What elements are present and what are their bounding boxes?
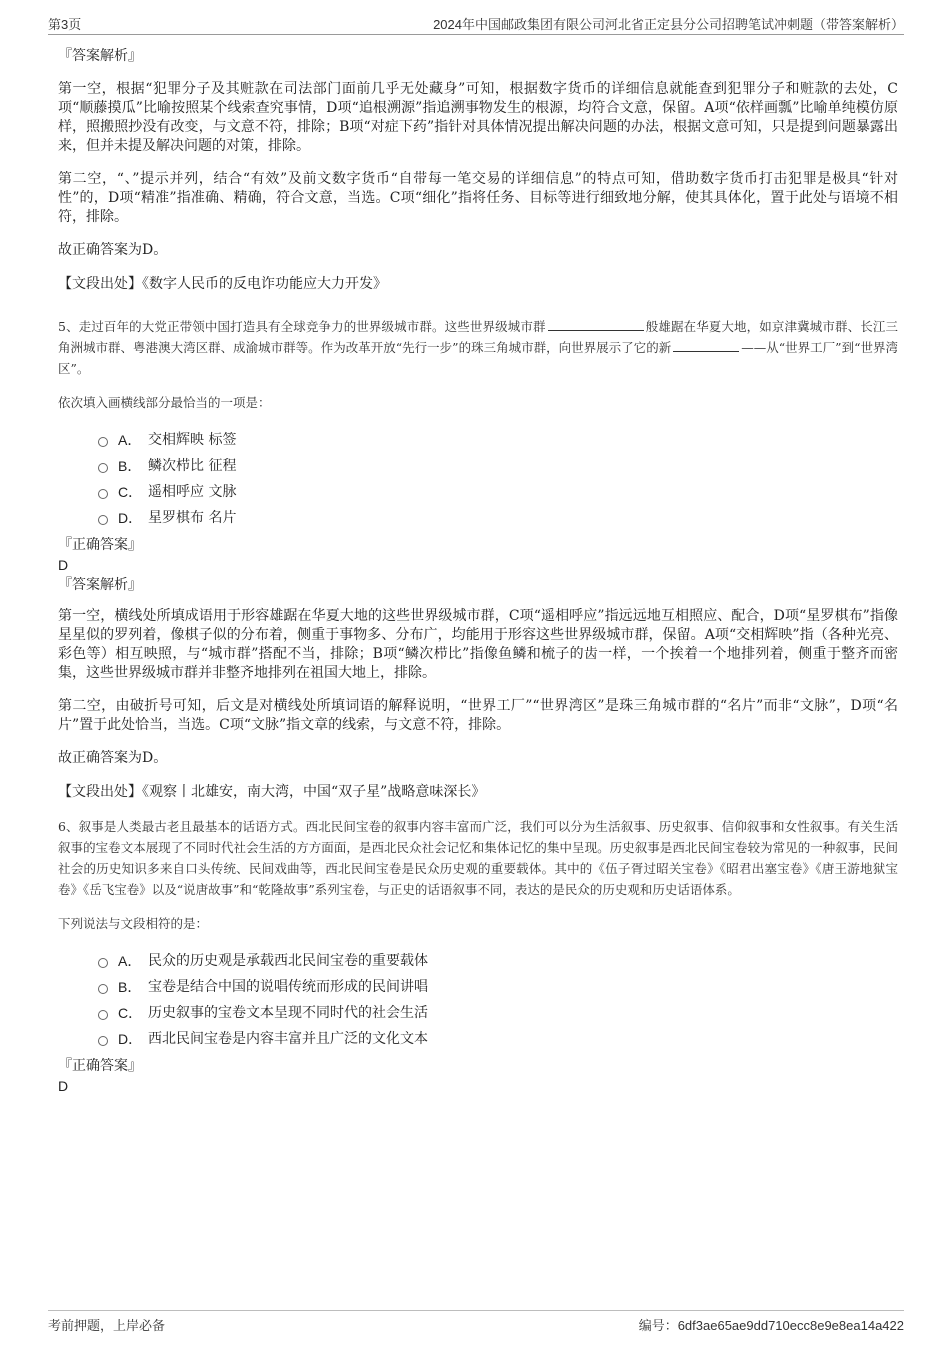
stem-part: 5、走过百年的大党正带领中国打造具有全球竞争力的世界级城市群。这些世界级城市群 — [58, 319, 546, 334]
analysis-paragraph: 第二空，“、”提示并列，结合“有效”及前文数字货币“自带每一笔交易的详细信息”的特点可知，借助数字货币打击犯罪是极具“针对性”的，D项“精准”指准确、精确，符合文意，当选。C项“细化”指将任务、目标等进行细致地分解，使其具体化，置于此处与语境不相符，排除。 — [58, 171, 898, 225]
analysis-paragraph: 第二空，由破折号可知，后文是对横线处所填词语的解释说明，“世界工厂”“世界湾区”是珠三角城市群的“名片”而非“文脉”，D项“名片”置于此处恰当，当选。C项“文脉”指文章的线索，与文意不符，排除。 — [58, 698, 898, 733]
correct-answer-label: 『正确答案』 — [58, 1058, 142, 1074]
analysis-conclusion: 故正确答案为D。 — [58, 242, 168, 258]
option-text: 遥相呼应 文脉 — [148, 484, 237, 500]
option-text: 星罗棋布 名片 — [148, 510, 237, 526]
radio-button-icon[interactable] — [98, 489, 108, 499]
radio-button-icon[interactable] — [98, 463, 108, 473]
correct-answer-label: 『正确答案』 — [58, 537, 142, 553]
option-text: 民众的历史观是承载西北民间宝卷的重要载体 — [148, 953, 428, 969]
analysis-conclusion: 故正确答案为D。 — [58, 750, 168, 766]
question-stem: 6、叙事是人类最古老且最基本的话语方式。西北民间宝卷的叙事内容丰富而广泛，我们可以分为生活叙事、历史叙事、信仰叙事和女性叙事。有关生活叙事的宝卷文本展现了不同时代社会生活的方方面面，是西北民众社会记忆和集体记忆的集中呈现。历史叙事是西北民间宝卷较为常见的一种叙事，民间社会的历史知识多来自口头传统、民间戏曲等，西北民间宝卷是民众历史观的重要载体。其中的《伍子胥过昭关宝卷》《昭君出塞宝卷》《唐王游地狱宝卷》《岳飞宝卷》以及“说唐故事”和“乾隆故事”系列宝卷，与正史的话语叙事不同，表达的是民众的历史观和历史话语体系。 — [58, 819, 898, 897]
option-b[interactable] — [98, 453, 898, 479]
option-list — [98, 948, 898, 1052]
page-content — [58, 46, 898, 1096]
analysis-paragraph: 第一空，横线处所填成语用于形容雄踞在华夏大地的这些世界级城市群，C项“遥相呼应”指远远地互相照应、配合，D项“星罗棋布”指像星星似的罗列着，像棋子似的分布着，侧重于事物多、分布广，均能用于形容这些世界级城市群，保留。A项“交相辉映”指（各种光亮、彩色等）相互映照，与“城市群”搭配不当，排除；B项“鳞次栉比”指像鱼鳞和梳子的齿一样，一个挨着一个地排列着，侧重于整齐而密集，这些世界级城市群并非整齐地排列在祖国大地上，排除。 — [58, 608, 898, 681]
question-5 — [58, 316, 898, 802]
option-letter: A． — [118, 953, 142, 969]
document-code: 编号：6df3ae65ae9dd710ecc8e9e8ea14a422 — [638, 1318, 904, 1333]
page-header — [48, 12, 904, 35]
correct-answer: D — [58, 1078, 69, 1094]
footer-slogan: 考前押题，上岸必备 — [48, 1318, 166, 1333]
option-c[interactable] — [98, 479, 898, 505]
analysis-label: 『答案解析』 — [58, 48, 142, 64]
option-text: 宝卷是结合中国的说唱传统而形成的民间讲唱 — [148, 979, 428, 995]
question-6 — [58, 816, 898, 1096]
option-a[interactable] — [98, 948, 898, 974]
passage-source: 【文段出处】《数字人民币的反电诈功能应大力开发》 — [58, 276, 387, 292]
option-letter: D． — [118, 1031, 143, 1047]
option-letter: D． — [118, 510, 143, 526]
option-list — [98, 427, 898, 531]
question-prompt: 下列说法与文段相符的是： — [58, 916, 209, 931]
radio-button-icon[interactable] — [98, 1036, 108, 1046]
option-letter: C． — [118, 484, 143, 500]
option-d[interactable] — [98, 505, 898, 531]
q4-analysis — [58, 46, 898, 294]
option-c[interactable] — [98, 1000, 898, 1026]
option-text: 历史叙事的宝卷文本呈现不同时代的社会生活 — [148, 1005, 428, 1021]
fill-blank — [548, 318, 644, 331]
option-letter: C． — [118, 1005, 143, 1021]
option-letter: B． — [118, 458, 142, 474]
option-text: 鳞次栉比 征程 — [148, 458, 237, 474]
analysis-label: 『答案解析』 — [58, 577, 142, 593]
option-b[interactable] — [98, 974, 898, 1000]
option-d[interactable] — [98, 1026, 898, 1052]
fill-blank — [673, 339, 739, 352]
question-stem — [58, 316, 898, 379]
stem-part: 般雄踞在华夏大地，如京津冀城市群、长江三角洲城市群、粤港澳大湾区群、成渝城市群等。作为改革开放“先行一步”的珠三角城市群，向世界展示了它的新 — [58, 319, 898, 355]
correct-answer: D — [58, 557, 69, 573]
analysis-paragraph: 第一空，根据“犯罪分子及其赃款在司法部门面前几乎无处藏身”可知，根据数字货币的详细信息就能查到犯罪分子和赃款的去处，C项“顺藤摸瓜”比喻按照某个线索查究事情，D项“追根溯源”指追溯事物发生的根源，均符合文意，保留。A项“依样画瓢”比喻单纯模仿原样，照搬照抄没有改变，与文意不符，排除；B项“对症下药”指针对具体情况提出解决问题的办法，根据文意可知，只是提到问题暴露出来，但并未提及解决问题的对策，排除。 — [58, 81, 898, 154]
option-text: 西北民间宝卷是内容丰富并且广泛的文化文本 — [148, 1031, 428, 1047]
page-number: 第3页 — [48, 17, 82, 32]
question-prompt: 依次填入画横线部分最恰当的一项是： — [58, 395, 271, 410]
document-title: 2024年中国邮政集团有限公司河北省正定县分公司招聘笔试冲刺题（带答案解析） — [433, 17, 904, 32]
radio-button-icon[interactable] — [98, 958, 108, 968]
passage-source: 【文段出处】《观察丨北雄安，南大湾，中国“双子星”战略意味深长》 — [58, 784, 486, 800]
radio-button-icon[interactable] — [98, 1010, 108, 1020]
stem-part: ——从“世界工厂”到“世界湾区”。 — [58, 340, 898, 376]
radio-button-icon[interactable] — [98, 515, 108, 525]
radio-button-icon[interactable] — [98, 984, 108, 994]
page-footer — [48, 1310, 904, 1333]
option-text: 交相辉映 标签 — [148, 432, 237, 448]
option-a[interactable] — [98, 427, 898, 453]
option-letter: B． — [118, 979, 142, 995]
option-letter: A． — [118, 432, 142, 448]
radio-button-icon[interactable] — [98, 437, 108, 447]
